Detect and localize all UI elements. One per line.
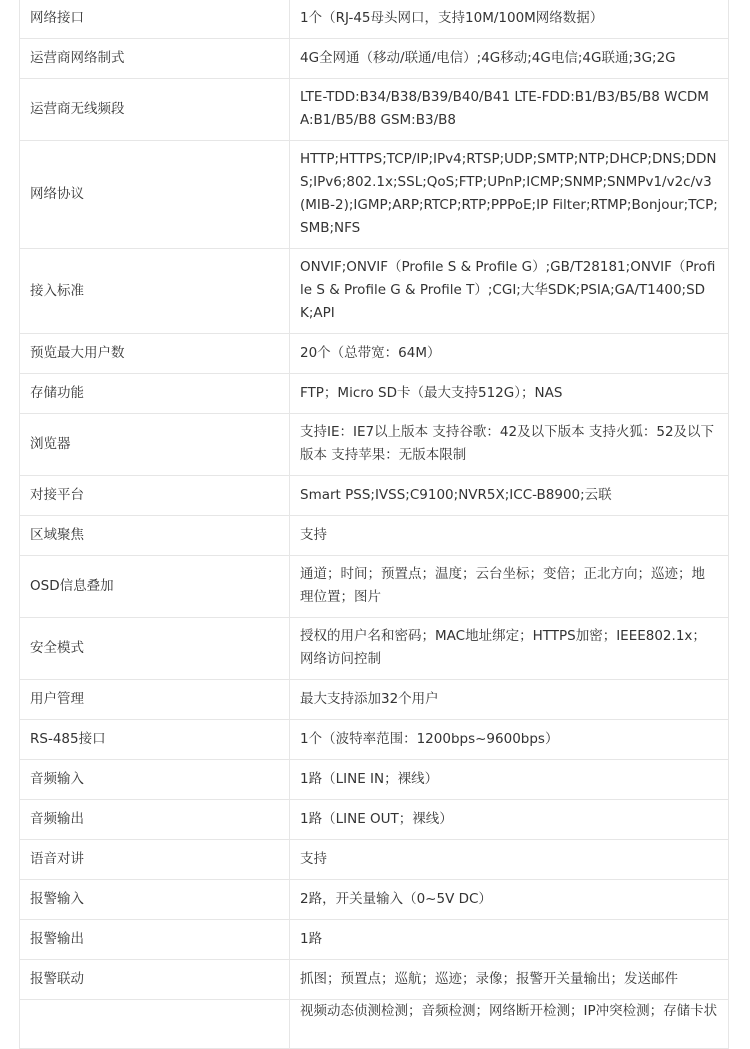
spec-row — [20, 556, 729, 618]
spec-label: 音频输出 — [20, 800, 290, 840]
spec-label: 运营商网络制式 — [20, 39, 290, 79]
spec-row — [20, 618, 729, 680]
spec-row — [20, 920, 729, 960]
spec-value: 抓图；预置点；巡航；巡迹；录像；报警开关量输出；发送邮件 — [290, 960, 729, 1000]
spec-label: 用户管理 — [20, 680, 290, 720]
spec-row — [20, 414, 729, 476]
spec-label: 安全模式 — [20, 618, 290, 680]
spec-value: Smart PSS;IVSS;C9100;NVR5X;ICC-B8900;云联 — [290, 476, 729, 516]
spec-row — [20, 760, 729, 800]
spec-value: 1路 — [290, 920, 729, 960]
spec-row — [20, 516, 729, 556]
spec-value: 2路，开关量输入（0~5V DC） — [290, 880, 729, 920]
spec-label: 报警输入 — [20, 880, 290, 920]
spec-value: LTE-TDD:B34/B38/B39/B40/B41 LTE-FDD:B1/B3/B5/B8 WCDMA:B1/B5/B8 GSM:B3/B8 — [290, 79, 729, 141]
spec-label: 运营商无线频段 — [20, 79, 290, 141]
spec-table — [19, 0, 729, 1049]
spec-table-body — [20, 0, 729, 1049]
spec-row — [20, 476, 729, 516]
spec-label: RS-485接口 — [20, 720, 290, 760]
spec-value: ONVIF;ONVIF（Profile S & Profile G）;GB/T28181;ONVIF（Profile S & Profile G & Profile T）;CGI;大华SDK;PSIA;GA/T1400;SDK;API — [290, 249, 729, 334]
spec-row — [20, 334, 729, 374]
spec-label: 网络接口 — [20, 0, 290, 39]
spec-label: 预览最大用户数 — [20, 334, 290, 374]
spec-label: 接入标准 — [20, 249, 290, 334]
spec-value: 4G全网通（移动/联通/电信）;4G移动;4G电信;4G联通;3G;2G — [290, 39, 729, 79]
spec-value: 1路（LINE IN；裸线） — [290, 760, 729, 800]
spec-value: 20个（总带宽：64M） — [290, 334, 729, 374]
spec-row — [20, 79, 729, 141]
spec-label: 网络协议 — [20, 141, 290, 249]
spec-value: 1个（RJ-45母头网口，支持10M/100M网络数据） — [290, 0, 729, 39]
spec-row — [20, 39, 729, 79]
spec-value: 1个（波特率范围：1200bps~9600bps） — [290, 720, 729, 760]
spec-value: 支持IE：IE7以上版本 支持谷歌：42及以下版本 支持火狐：52及以下版本 支持苹果：无版本限制 — [290, 414, 729, 476]
spec-value: 最大支持添加32个用户 — [290, 680, 729, 720]
spec-value: FTP；Micro SD卡（最大支持512G）；NAS — [290, 374, 729, 414]
spec-row — [20, 249, 729, 334]
spec-row — [20, 720, 729, 760]
spec-label — [20, 1000, 290, 1049]
spec-row — [20, 840, 729, 880]
spec-row — [20, 680, 729, 720]
spec-row-partial — [20, 1000, 729, 1049]
spec-row — [20, 0, 729, 39]
spec-row — [20, 374, 729, 414]
spec-value: 1路（LINE OUT；裸线） — [290, 800, 729, 840]
spec-label: 存储功能 — [20, 374, 290, 414]
spec-value: 支持 — [290, 516, 729, 556]
spec-label: 报警联动 — [20, 960, 290, 1000]
spec-value: 授权的用户名和密码；MAC地址绑定；HTTPS加密；IEEE802.1x；网络访问控制 — [290, 618, 729, 680]
spec-label: 报警输出 — [20, 920, 290, 960]
spec-row — [20, 960, 729, 1000]
spec-row — [20, 800, 729, 840]
spec-row — [20, 880, 729, 920]
spec-value: 通道；时间；预置点；温度；云台坐标；变倍；正北方向；巡迹；地理位置；图片 — [290, 556, 729, 618]
spec-label: OSD信息叠加 — [20, 556, 290, 618]
spec-label: 浏览器 — [20, 414, 290, 476]
spec-value: 支持 — [290, 840, 729, 880]
spec-value: 视频动态侦测检测；音频检测；网络断开检测；IP冲突检测；存储卡状 — [290, 1000, 729, 1049]
spec-label: 语音对讲 — [20, 840, 290, 880]
spec-row — [20, 141, 729, 249]
spec-value: HTTP;HTTPS;TCP/IP;IPv4;RTSP;UDP;SMTP;NTP;DHCP;DNS;DDNS;IPv6;802.1x;SSL;QoS;FTP;UPnP;ICMP;SNMP;SNMPv1/v2c/v3(MIB-2);IGMP;ARP;RTCP;RTP;PPPoE;IP Filter;RTMP;Bonjour;TCP;SMB;NFS — [290, 141, 729, 249]
spec-label: 音频输入 — [20, 760, 290, 800]
spec-label: 对接平台 — [20, 476, 290, 516]
spec-label: 区域聚焦 — [20, 516, 290, 556]
